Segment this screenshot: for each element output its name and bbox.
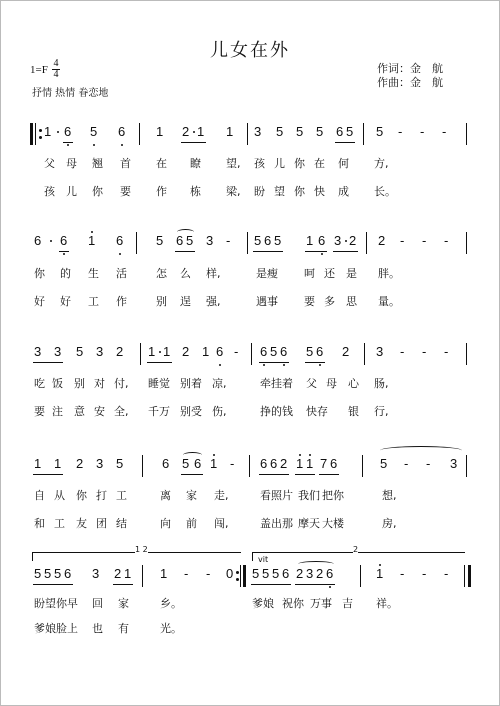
note: 5 xyxy=(380,456,388,471)
final-bar xyxy=(468,565,471,587)
slur xyxy=(298,561,334,567)
beam xyxy=(33,362,63,363)
beam xyxy=(259,474,289,475)
augmentation-dot xyxy=(159,351,161,353)
barline xyxy=(247,232,248,254)
note: 6 xyxy=(64,124,72,139)
note: 3 xyxy=(450,456,458,471)
note: 7 xyxy=(320,456,328,471)
hold-dash: - xyxy=(444,566,449,581)
low-octave-dot xyxy=(321,253,323,255)
augmentation-dot xyxy=(345,240,347,242)
lyric-row-1-verse-2: 孩 儿 你 要 作 栋 梁, 盼 望 你 快 成 长。 xyxy=(44,185,396,198)
beam xyxy=(335,142,355,143)
note: 6 xyxy=(64,566,72,581)
barline xyxy=(362,455,363,477)
repeat-end-bar xyxy=(243,565,246,587)
note: 5 xyxy=(34,566,42,581)
beam xyxy=(181,142,206,143)
note: 6 xyxy=(116,233,124,248)
beam xyxy=(63,142,73,143)
low-octave-dot xyxy=(121,144,123,146)
low-octave-dot xyxy=(219,364,221,366)
note: 1 xyxy=(124,566,132,581)
time-signature: 4 4 xyxy=(53,58,59,80)
vit-marking: vit xyxy=(258,555,269,564)
beam xyxy=(33,474,63,475)
note: 5 xyxy=(90,124,98,139)
note: 6 xyxy=(194,456,202,471)
beam xyxy=(147,362,172,363)
hold-dash: - xyxy=(422,566,427,581)
repeat-dot xyxy=(39,129,42,132)
note: 5 xyxy=(116,456,124,471)
augmentation-dot xyxy=(50,240,52,242)
beam xyxy=(259,362,289,363)
low-octave-dot xyxy=(263,364,265,366)
note: 5 xyxy=(76,344,84,359)
hold-dash: - xyxy=(444,233,449,248)
note: 6 xyxy=(318,233,326,248)
note: 1 xyxy=(296,456,304,471)
note: 2 xyxy=(349,233,357,248)
note: 5 xyxy=(262,566,270,581)
note: 6 xyxy=(34,233,42,248)
low-octave-dot xyxy=(283,364,285,366)
barline xyxy=(136,232,137,254)
barline xyxy=(139,123,140,145)
note: 2 xyxy=(116,344,124,359)
barline xyxy=(466,343,467,365)
augmentation-dot xyxy=(193,131,195,133)
beam xyxy=(295,584,335,585)
note: 1 xyxy=(210,456,218,471)
note: 2 xyxy=(342,344,350,359)
note: 1 xyxy=(226,124,234,139)
note: 2 xyxy=(296,566,304,581)
note: 5 xyxy=(252,566,260,581)
note: 6 xyxy=(316,344,324,359)
note: 5 xyxy=(316,124,324,139)
hold-dash: - xyxy=(184,566,189,581)
note: 3 xyxy=(334,233,342,248)
note: 3 xyxy=(96,344,104,359)
note: 1 xyxy=(197,124,205,139)
barline xyxy=(464,565,465,587)
note: 5 xyxy=(182,456,190,471)
barline xyxy=(249,455,250,477)
barline xyxy=(363,123,364,145)
note: 1 xyxy=(34,456,42,471)
barline xyxy=(35,123,36,145)
key-signature: 1=F xyxy=(30,64,48,76)
repeat-dot xyxy=(236,571,239,574)
note: 3 xyxy=(254,124,262,139)
lyric-row-3-verse-1: 吃 饭 别 对 付, 睡觉 别着 凉, 牵挂着 父 母 心 肠, xyxy=(34,377,389,390)
note: 1 xyxy=(156,124,164,139)
beam xyxy=(175,251,195,252)
hold-dash: - xyxy=(444,344,449,359)
lyric-row-4-verse-1: 自 从 你 打 工 离 家 走, 看照片 我们 把你 想, xyxy=(34,489,397,502)
composer-credit: 作曲：金 航 xyxy=(377,76,443,89)
note: 6 xyxy=(282,566,290,581)
note: 2 xyxy=(182,344,190,359)
lyric-row-3-verse-2: 要 注 意 安 全, 千万 别受 伤, 挣的钱 快存 银 行, xyxy=(34,405,389,418)
barline xyxy=(142,565,143,587)
hold-dash: - xyxy=(422,344,427,359)
volta-2: 2 xyxy=(252,552,465,561)
notation-row-4 xyxy=(30,452,470,480)
note: 3 xyxy=(54,344,62,359)
note: 1 xyxy=(306,456,314,471)
note: 5 xyxy=(156,233,164,248)
rest: 0 xyxy=(226,566,234,581)
barline xyxy=(466,123,467,145)
beam xyxy=(305,251,327,252)
note: 2 xyxy=(182,124,190,139)
barline xyxy=(466,232,467,254)
repeat-dot xyxy=(236,578,239,581)
notation-row-2 xyxy=(30,229,470,257)
note: 3 xyxy=(376,344,384,359)
repeat-dot xyxy=(39,136,42,139)
beam xyxy=(59,251,69,252)
note: 3 xyxy=(306,566,314,581)
note: 5 xyxy=(54,566,62,581)
notation-row-5 xyxy=(30,562,470,590)
note: 5 xyxy=(306,344,314,359)
note: 6 xyxy=(260,344,268,359)
note: 6 xyxy=(264,233,272,248)
hold-dash: - xyxy=(420,124,425,139)
hold-dash: - xyxy=(442,124,447,139)
high-octave-dot xyxy=(379,564,381,566)
note: 1 xyxy=(163,344,171,359)
note: 6 xyxy=(60,233,68,248)
note: 1 xyxy=(148,344,156,359)
note: 1 xyxy=(88,233,96,248)
beam xyxy=(181,474,203,475)
note: 5 xyxy=(274,233,282,248)
slur xyxy=(183,452,202,458)
hold-dash: - xyxy=(400,233,405,248)
lyric-row-1-verse-1: 父 母 翘 首 在 瞭 望, 孩 儿 你 在 何 方, xyxy=(44,157,389,170)
note: 5 xyxy=(296,124,304,139)
high-octave-dot xyxy=(213,454,215,456)
barline xyxy=(466,455,467,477)
note: 6 xyxy=(176,233,184,248)
note: 5 xyxy=(186,233,194,248)
note: 3 xyxy=(34,344,42,359)
expression-marking: 抒情 热情 眷恋地 xyxy=(32,88,109,99)
lyric-row-5-verse-1: 盼望你早 回 家 乡。 爹娘 祝你 万事 吉 祥。 xyxy=(34,597,398,610)
barline xyxy=(360,565,361,587)
barline xyxy=(140,343,141,365)
beam xyxy=(113,584,133,585)
hold-dash: - xyxy=(400,344,405,359)
beam xyxy=(251,584,291,585)
note: 2 xyxy=(378,233,386,248)
note: 6 xyxy=(260,456,268,471)
note: 2 xyxy=(316,566,324,581)
note: 5 xyxy=(276,124,284,139)
notation-row-3 xyxy=(30,340,470,368)
note: 5 xyxy=(376,124,384,139)
high-octave-dot xyxy=(309,454,311,456)
note: 3 xyxy=(206,233,214,248)
hold-dash: - xyxy=(422,233,427,248)
beam xyxy=(305,362,325,363)
repeat-start-bar xyxy=(30,123,33,145)
note: 6 xyxy=(270,456,278,471)
hold-dash: - xyxy=(230,456,235,471)
note: 2 xyxy=(280,456,288,471)
hold-dash: - xyxy=(206,566,211,581)
low-octave-dot xyxy=(119,253,121,255)
tie xyxy=(380,446,462,455)
hold-dash: - xyxy=(400,566,405,581)
augmentation-dot xyxy=(57,131,59,133)
song-title: 儿女在外 xyxy=(210,40,290,61)
low-octave-dot xyxy=(319,364,321,366)
note: 6 xyxy=(326,566,334,581)
low-octave-dot xyxy=(63,253,65,255)
note: 2 xyxy=(76,456,84,471)
hold-dash: - xyxy=(226,233,231,248)
note: 6 xyxy=(118,124,126,139)
note: 5 xyxy=(270,344,278,359)
high-octave-dot xyxy=(91,231,93,233)
note: 6 xyxy=(216,344,224,359)
note: 1 xyxy=(44,124,52,139)
barline xyxy=(251,343,252,365)
hold-dash: - xyxy=(234,344,239,359)
barline xyxy=(240,565,241,587)
barline xyxy=(364,343,365,365)
note: 6 xyxy=(330,456,338,471)
note: 5 xyxy=(44,566,52,581)
note: 1 xyxy=(160,566,168,581)
high-octave-dot xyxy=(299,454,301,456)
lyric-row-2-verse-2: 好 好 工 作 别 逞 强, 遇事 要 多 思 量。 xyxy=(34,295,400,308)
note: 1 xyxy=(202,344,210,359)
note: 6 xyxy=(336,124,344,139)
low-octave-dot xyxy=(67,144,69,146)
volta-1: 1 2 xyxy=(32,552,241,561)
note: 5 xyxy=(272,566,280,581)
note: 2 xyxy=(114,566,122,581)
beam xyxy=(319,474,339,475)
note: 6 xyxy=(162,456,170,471)
note: 3 xyxy=(96,456,104,471)
beam xyxy=(253,251,283,252)
note: 5 xyxy=(346,124,354,139)
beam xyxy=(33,584,73,585)
lyric-row-4-verse-2: 和 工 友 团 结 向 前 闯, 盖出那 摩天 大楼 房, xyxy=(34,517,397,530)
barline xyxy=(142,455,143,477)
hold-dash: - xyxy=(398,124,403,139)
lyric-row-5-verse-2: 爹娘脸上 也 有 光。 xyxy=(34,622,182,635)
barline xyxy=(247,123,248,145)
lyric-row-2-verse-1: 你 的 生 活 怎 么 样, 是瘦 呵 还 是 胖。 xyxy=(34,267,400,280)
note: 1 xyxy=(376,566,384,581)
note: 5 xyxy=(254,233,262,248)
hold-dash: - xyxy=(404,456,409,471)
low-octave-dot xyxy=(329,586,331,588)
beam xyxy=(295,474,315,475)
notation-row-1 xyxy=(30,120,470,148)
low-octave-dot xyxy=(93,144,95,146)
slur xyxy=(177,229,194,235)
note: 6 xyxy=(280,344,288,359)
barline xyxy=(366,232,367,254)
note: 1 xyxy=(54,456,62,471)
note: 3 xyxy=(92,566,100,581)
hold-dash: - xyxy=(426,456,431,471)
note: 1 xyxy=(306,233,314,248)
beam xyxy=(333,251,358,252)
lyricist-credit: 作词：金 航 xyxy=(377,62,443,75)
